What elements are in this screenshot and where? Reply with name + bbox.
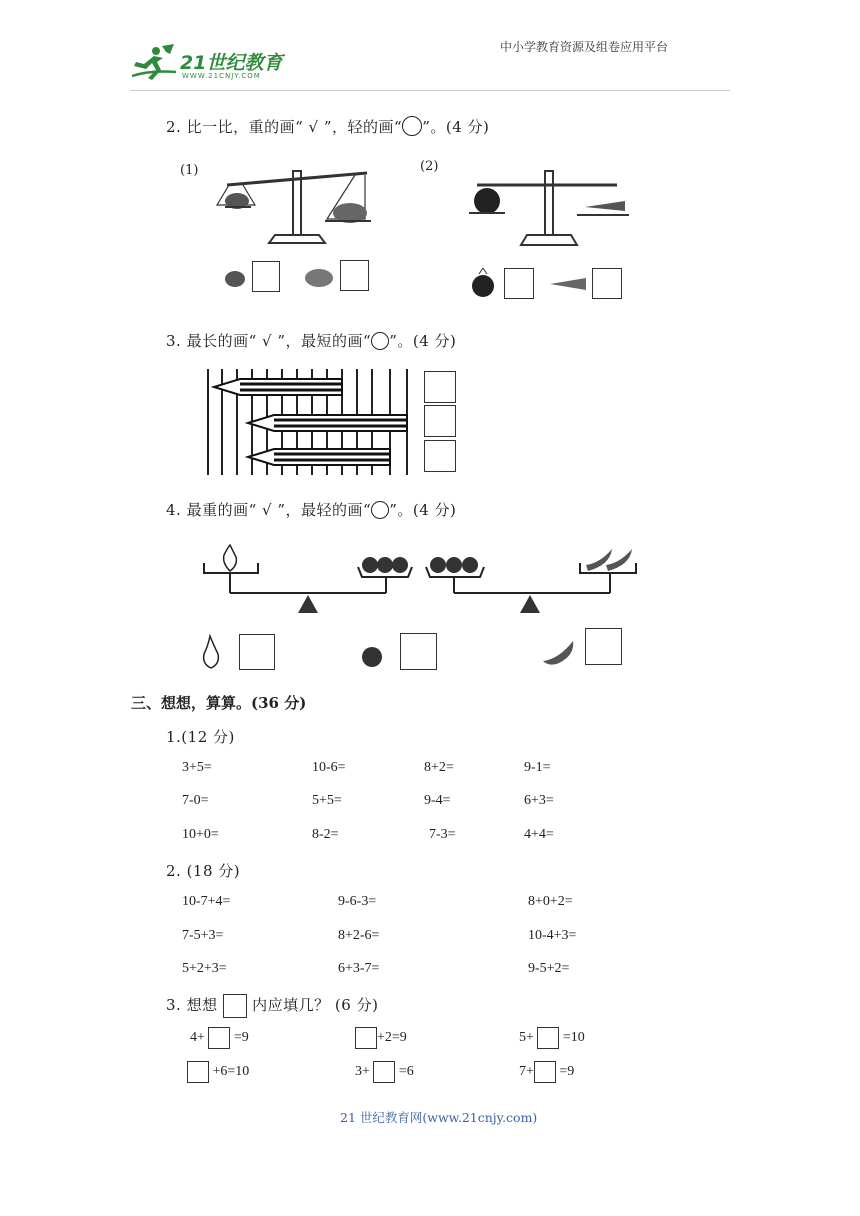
circle-symbol-icon xyxy=(402,116,422,136)
fill-item-c: 5+ =10 xyxy=(519,1027,585,1049)
fill-blank-e[interactable] xyxy=(373,1061,395,1083)
calc-1-2-3: 9-4= xyxy=(424,793,451,808)
calc-2-2-2: 8+2-6= xyxy=(338,928,380,943)
calc-1-3-4: 4+4= xyxy=(524,827,554,842)
fill-blank-c[interactable] xyxy=(537,1027,559,1049)
logo-url: WWW.21CNJY.COM xyxy=(182,72,261,80)
calc-2-2-1: 7-5+3= xyxy=(182,928,224,943)
fill-item-a: 4+ =9 xyxy=(190,1027,249,1049)
banana-icon xyxy=(541,637,579,667)
answer-box-3-3[interactable] xyxy=(424,440,456,472)
answer-box-2-2-a[interactable] xyxy=(504,268,534,299)
calc-2-3-1: 5+2+3= xyxy=(182,961,227,976)
part-2-label: 2. (18 分) xyxy=(166,862,241,880)
logo-title: 21世纪教育 xyxy=(180,52,283,74)
radish-icon xyxy=(469,268,497,300)
fill-item-e: 3+ =6 xyxy=(355,1061,414,1083)
circle-symbol-icon xyxy=(371,501,389,519)
part-3-title: 3. 想想 内应填几？ (6 分) xyxy=(166,994,378,1018)
answer-box-2-1-a[interactable] xyxy=(252,261,280,292)
answer-box-3-1[interactable] xyxy=(424,371,456,403)
calc-1-2-4: 6+3= xyxy=(524,793,554,808)
calc-1-2-1: 7-0= xyxy=(182,793,209,808)
runner-logo-icon xyxy=(130,42,180,82)
answer-box-4-3[interactable] xyxy=(585,628,622,665)
calc-1-3-2: 8-2= xyxy=(312,827,339,842)
header-rule xyxy=(130,90,730,91)
calc-1-3-3: 7-3= xyxy=(429,827,456,842)
calc-1-1-1: 3+5= xyxy=(182,760,212,775)
pear-icon xyxy=(200,634,222,670)
calc-2-2-3: 10-4+3= xyxy=(528,928,577,943)
answer-box-4-1[interactable] xyxy=(239,634,275,670)
calc-1-2-2: 5+5= xyxy=(312,793,342,808)
part-1-label: 1.(12 分) xyxy=(166,728,235,746)
q4-title: 4. 最重的画“ √ ”，最轻的画“ ”。(4 分) xyxy=(166,501,457,519)
fill-item-b: +2=9 xyxy=(355,1027,407,1049)
q2-label-2: (2) xyxy=(420,159,439,174)
q2-title: 2. 比一比，重的画“ √ ”，轻的画“ ”。(4 分) xyxy=(166,118,490,136)
calc-2-1-1: 10-7+4= xyxy=(182,894,231,909)
carrot-icon xyxy=(548,274,588,294)
platform-text: 中小学教育资源及组卷应用平台 xyxy=(500,40,669,54)
blank-box-symbol xyxy=(223,994,247,1018)
q3-title: 3. 最长的画“ √ ”，最短的画“ ”。(4 分) xyxy=(166,332,457,350)
fill-blank-b[interactable] xyxy=(355,1027,377,1049)
calc-1-1-2: 10-6= xyxy=(312,760,346,775)
calc-1-1-4: 9-1= xyxy=(524,760,551,775)
calc-1-3-1: 10+0= xyxy=(182,827,219,842)
balance-scale-2-illustration xyxy=(465,163,645,253)
orange-icon xyxy=(360,645,384,669)
calc-2-1-2: 9-6-3= xyxy=(338,894,377,909)
q2-label-1: (1) xyxy=(180,163,199,178)
fill-blank-a[interactable] xyxy=(208,1027,230,1049)
answer-box-4-2[interactable] xyxy=(400,633,437,670)
pencils-length-illustration xyxy=(204,367,424,477)
answer-box-2-2-b[interactable] xyxy=(592,268,622,299)
calc-2-3-2: 6+3-7= xyxy=(338,961,380,976)
fill-blank-f[interactable] xyxy=(534,1061,556,1083)
fill-item-d: +6=10 xyxy=(187,1061,249,1083)
fill-blank-d[interactable] xyxy=(187,1061,209,1083)
answer-box-3-2[interactable] xyxy=(424,405,456,437)
calc-2-3-3: 9-5+2= xyxy=(528,961,570,976)
balance-scale-1-illustration xyxy=(215,163,395,253)
fruit-large-icon xyxy=(303,266,335,288)
circle-symbol-icon xyxy=(371,332,389,350)
fill-item-f: 7+ =9 xyxy=(519,1061,574,1083)
calc-2-1-3: 8+0+2= xyxy=(528,894,573,909)
calc-1-1-3: 8+2= xyxy=(424,760,454,775)
section-3-title: 三、想想，算算。(36 分) xyxy=(131,694,307,712)
footer-link[interactable]: 21 世纪教育网(www.21cnjy.com) xyxy=(340,1110,538,1125)
logo xyxy=(130,42,300,82)
fruit-small-icon xyxy=(223,267,247,289)
seesaw-scales-illustration xyxy=(200,543,660,633)
answer-box-2-1-b[interactable] xyxy=(340,260,369,291)
